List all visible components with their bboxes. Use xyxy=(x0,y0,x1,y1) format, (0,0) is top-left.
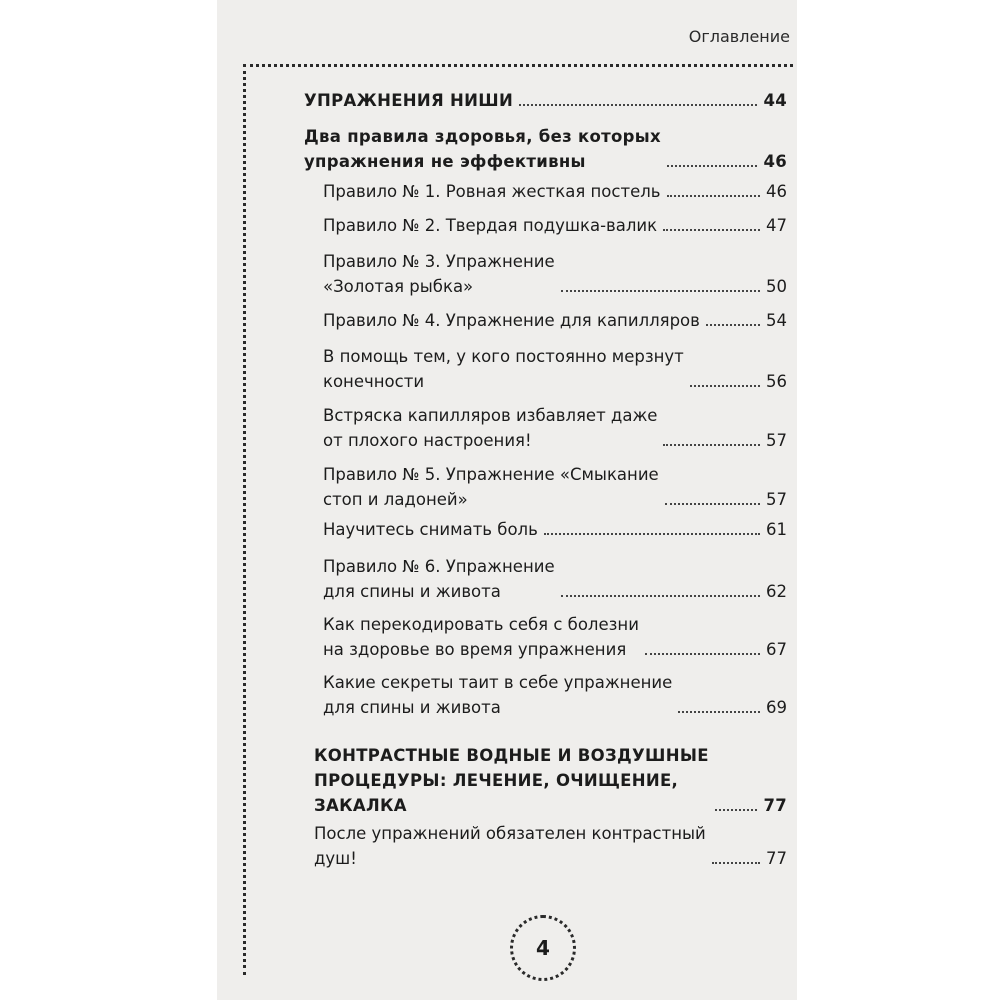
toc-entry[interactable] xyxy=(323,344,787,394)
toc-entry-title: Правило № 3. Упражнение «Золотая рыбка» xyxy=(323,252,555,296)
toc-entry-title: Правило № 5. Упражнение «Смыкание стоп и ладоней» xyxy=(323,465,659,509)
dot-leader xyxy=(561,595,760,597)
toc-entry-title: Правило № 4. Упражнение для капилляров xyxy=(323,311,700,330)
dot-leader xyxy=(561,290,760,292)
toc-entry[interactable] xyxy=(323,179,787,204)
toc-page-number: 67 xyxy=(766,640,787,659)
toc-entry[interactable] xyxy=(323,517,787,542)
toc-entry-title: Правило № 1. Ровная жесткая постель xyxy=(323,182,661,201)
dot-leader xyxy=(706,324,760,326)
toc-entry-title: КОНТРАСТНЫЕ ВОДНЫЕ И ВОЗДУШНЫЕ ПРОЦЕДУРЫ: ЛЕЧЕНИЕ, ОЧИЩЕНИЕ, ЗАКАЛКА xyxy=(314,746,709,815)
toc-page-number: 69 xyxy=(766,698,787,717)
dot-leader xyxy=(667,165,757,167)
toc-entry-title: УПРАЖНЕНИЯ НИШИ xyxy=(304,91,514,110)
toc-page-number: 56 xyxy=(766,372,787,391)
toc-entry[interactable] xyxy=(323,462,787,512)
toc-entry[interactable] xyxy=(323,670,787,720)
toc-entry-title: Правило № 6. Упражнение для спины и живота xyxy=(323,557,555,601)
toc-entry-title: После упражнений обязателен контрастный душ! xyxy=(314,824,706,868)
toc-entry-title: Встряска капилляров избавляет даже от плохого настроения! xyxy=(323,406,658,450)
toc-page-number: 47 xyxy=(766,216,787,235)
toc-page-number: 46 xyxy=(763,152,787,171)
dot-leader xyxy=(663,444,760,446)
dotted-frame-top xyxy=(243,64,793,67)
toc-entry-title: Какие секреты таит в себе упражнение для спины и живота xyxy=(323,673,673,717)
dot-leader xyxy=(519,104,757,106)
toc-entry-title: В помощь тем, у кого постоянно мерзнут конечности xyxy=(323,347,684,391)
toc-entry[interactable] xyxy=(323,308,787,333)
toc-page-number: 57 xyxy=(766,490,787,509)
toc-page-number: 77 xyxy=(766,849,787,868)
dot-leader xyxy=(544,533,760,535)
page-number: 4 xyxy=(536,936,550,960)
toc-entry[interactable] xyxy=(323,403,787,453)
toc-entry-title: Правило № 2. Твердая подушка-валик xyxy=(323,216,658,235)
running-head: Оглавление xyxy=(688,27,790,46)
dot-leader xyxy=(678,711,760,713)
dot-leader xyxy=(715,809,758,811)
toc-entry[interactable] xyxy=(314,821,787,871)
toc-page-number: 46 xyxy=(766,182,787,201)
dot-leader xyxy=(667,195,761,197)
toc-page-number: 77 xyxy=(763,796,787,815)
toc-entry[interactable] xyxy=(323,249,787,299)
toc-entry-section[interactable] xyxy=(304,124,787,174)
toc-page-number: 57 xyxy=(766,431,787,450)
toc-entry-section[interactable] xyxy=(304,88,787,113)
dot-leader xyxy=(665,503,760,505)
toc-page-number: 50 xyxy=(766,277,787,296)
dotted-frame-left xyxy=(243,64,246,975)
toc-page-number: 61 xyxy=(766,520,787,539)
page-number-badge xyxy=(510,915,576,981)
toc-page-number: 54 xyxy=(766,311,787,330)
dot-leader xyxy=(645,653,760,655)
toc-page-number: 62 xyxy=(766,582,787,601)
toc-entry-title: Как перекодировать себя с болезни на здоровье во время упражнения xyxy=(323,615,639,659)
toc-entry[interactable] xyxy=(323,554,787,604)
dot-leader xyxy=(690,385,760,387)
toc-entry[interactable] xyxy=(323,213,787,238)
toc-entry[interactable] xyxy=(323,612,787,662)
toc-entry-title: Научитесь снимать боль xyxy=(323,520,538,539)
toc-entry-title: Два правила здоровья, без которых упражнения не эффективны xyxy=(304,127,661,171)
toc-entry-section[interactable] xyxy=(314,743,787,818)
toc-page-number: 44 xyxy=(763,91,787,110)
dot-leader xyxy=(712,862,760,864)
dot-leader xyxy=(663,229,760,231)
